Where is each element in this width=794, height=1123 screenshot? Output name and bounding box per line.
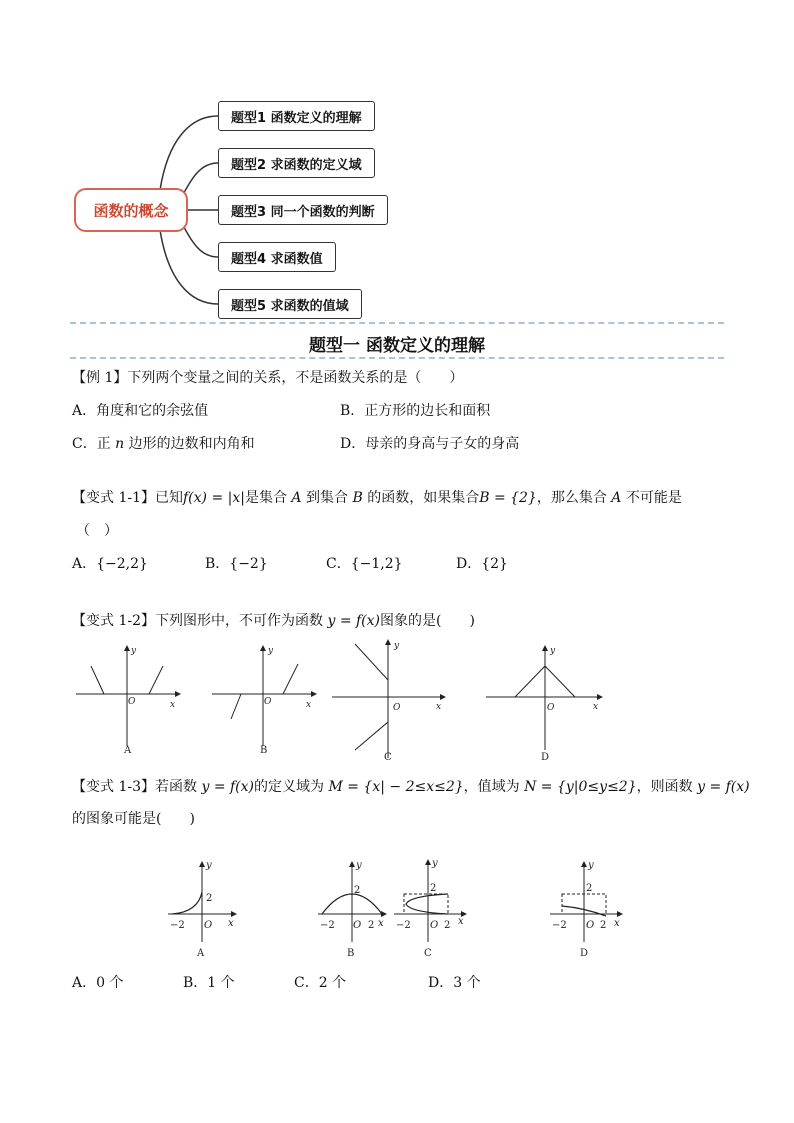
variant2-figures xyxy=(0,636,794,770)
graph-a-o: O xyxy=(128,697,136,707)
example1-stem: 【例 1】下列两个变量之间的关系，不是函数关系的是（ ） xyxy=(72,370,464,386)
variant3-stem-line1: 【变式 1-3】若函数 y = f(x)的定义域为 M = {x| − 2≤x≤2}，值域为 N = {y|0≤y≤2}，则函数 y = f(x) xyxy=(72,779,750,795)
graph-b-label: B xyxy=(260,745,268,756)
graph3-d-2top: 2 xyxy=(586,883,593,894)
variant3-answer-b: B．1 个 xyxy=(183,975,235,991)
graph3-c-neg2: −2 xyxy=(396,920,411,931)
graph3-d-2: 2 xyxy=(600,920,607,931)
variant1-option-c: C．{−1,2} xyxy=(326,556,403,572)
variant1-option-d: D．{2} xyxy=(456,556,508,572)
graph3-b-o: O xyxy=(353,920,362,931)
graph3-c-x: x xyxy=(458,916,464,927)
graph-d xyxy=(486,646,602,750)
mindmap-branch-1: 题型1 函数定义的理解 xyxy=(218,101,375,131)
mindmap-branch-5: 题型5 求函数的值域 xyxy=(218,289,362,319)
graph-b xyxy=(212,646,316,746)
graph3-b-2top: 2 xyxy=(354,885,361,896)
graph3-d-o: O xyxy=(586,920,595,931)
mindmap-branch-2: 题型2 求函数的定义域 xyxy=(218,148,375,178)
graph-b-y: y xyxy=(268,646,274,656)
graph-c-y: y xyxy=(394,641,400,651)
graph-d-x: x xyxy=(593,702,599,712)
connector-5 xyxy=(160,230,218,304)
graph3-a-label: A xyxy=(197,948,205,959)
graph3-b-y: y xyxy=(356,860,362,871)
variant1-option-b: B．{−2} xyxy=(205,556,268,572)
graph3-b-x: x xyxy=(378,918,384,929)
variant2-stem: 【变式 1-2】下列图形中，不可作为函数 y = f(x)图象的是( ) xyxy=(72,613,475,629)
graph-d-y: y xyxy=(550,646,556,656)
graph3-d-neg2: −2 xyxy=(552,920,567,931)
variant3-answer-d: D．3 个 xyxy=(428,975,481,991)
graph-d-label: D xyxy=(541,752,550,763)
mindmap-connectors xyxy=(0,0,794,330)
graph3-d-label: D xyxy=(580,948,589,959)
graph-a-y: y xyxy=(131,646,137,656)
mindmap-root: 函数的概念 xyxy=(74,188,188,232)
variant3-stem-line2: 的图象可能是( ) xyxy=(72,811,195,827)
variant1-paren: （ ） xyxy=(76,523,118,539)
graph3-b-neg2: −2 xyxy=(320,920,335,931)
graph3-c-2top: 2 xyxy=(430,883,437,894)
graph3-c-label: C xyxy=(424,948,432,959)
mindmap-branch-4: 题型4 求函数值 xyxy=(218,242,336,272)
graph3-a-y: y xyxy=(206,860,212,871)
graph3-a-x: x xyxy=(228,918,234,929)
graph3-d-x: x xyxy=(614,918,620,929)
graph3-c-y: y xyxy=(432,858,438,869)
example1-option-b: B．正方形的边长和面积 xyxy=(340,403,491,419)
example1-option-c: C．正 n 边形的边数和内角和 xyxy=(72,436,255,452)
graph-a-label: A xyxy=(124,745,132,756)
example1-option-d: D．母亲的身高与子女的身高 xyxy=(340,436,520,452)
graph-c-o: O xyxy=(393,703,401,713)
mindmap-branch-3: 题型3 同一个函数的判断 xyxy=(218,195,388,225)
graph-c-label: C xyxy=(384,752,392,763)
connector-1 xyxy=(160,116,218,190)
graph-b-o: O xyxy=(264,697,272,707)
variant1-stem: 【变式 1-1】已知f(x) = |x|是集合 A 到集合 B 的函数，如果集合B = {2}，那么集合 A 不可能是 xyxy=(72,490,682,506)
variant3-answer-a: A．0 个 xyxy=(72,975,124,991)
graph3-a-o: O xyxy=(204,920,213,931)
variant1-option-a: A．{−2,2} xyxy=(72,556,148,572)
graph-c xyxy=(332,640,445,758)
graph-d-o: O xyxy=(547,703,555,713)
divider-top xyxy=(70,322,724,324)
graph3-a-2: 2 xyxy=(206,893,213,904)
graph3-c-2: 2 xyxy=(444,920,451,931)
graph-b-x: x xyxy=(306,700,312,710)
graph-a xyxy=(76,646,180,746)
graph3-c-o: O xyxy=(430,920,439,931)
graph3-d-y: y xyxy=(588,860,594,871)
variant3-answer-c: C．2 个 xyxy=(294,975,347,991)
graph3-a-neg2: −2 xyxy=(170,920,185,931)
section-title: 题型一 函数定义的理解 xyxy=(309,336,485,356)
divider-bottom xyxy=(70,357,724,359)
graph-c-x: x xyxy=(436,702,442,712)
graph3-b-label: B xyxy=(347,948,355,959)
variant3-figures xyxy=(0,856,794,966)
example1-option-a: A．角度和它的余弦值 xyxy=(72,403,209,419)
graph3-b-2: 2 xyxy=(368,920,375,931)
graph-a-x: x xyxy=(170,700,176,710)
